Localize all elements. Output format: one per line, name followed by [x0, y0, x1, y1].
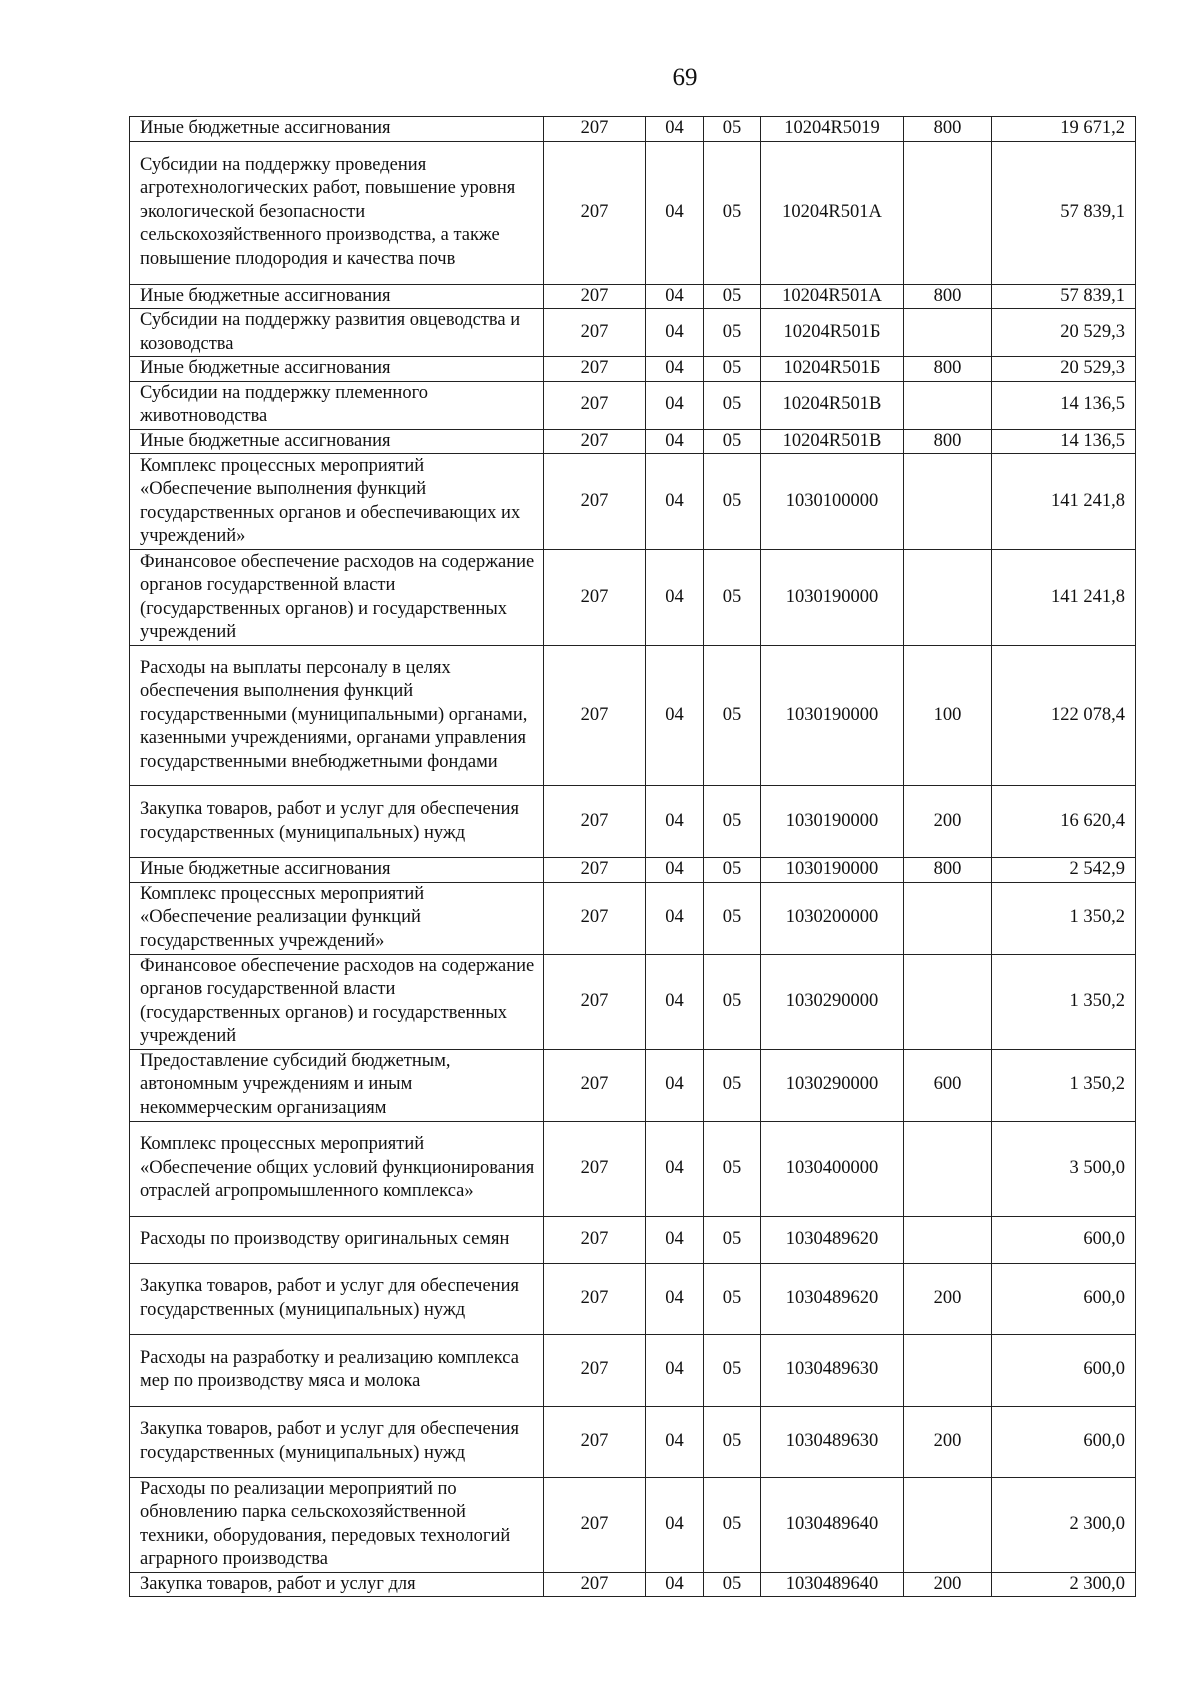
- row-pr: 05: [704, 858, 761, 883]
- row-name: Закупка товаров, работ и услуг для: [130, 1572, 544, 1597]
- row-vr: [904, 141, 992, 284]
- row-sum: 600,0: [992, 1216, 1136, 1263]
- row-pr: 05: [704, 1572, 761, 1597]
- row-sum: 14 136,5: [992, 429, 1136, 454]
- table-row: [130, 1406, 1136, 1477]
- row-vr: 200: [904, 786, 992, 858]
- row-pr: 05: [704, 1049, 761, 1121]
- row-sum: 1 350,2: [992, 954, 1136, 1049]
- row-pr: 05: [704, 141, 761, 284]
- row-vr: 800: [904, 429, 992, 454]
- row-rz: 04: [646, 429, 704, 454]
- row-csr: 1030190000: [761, 786, 904, 858]
- row-pr: 05: [704, 1477, 761, 1572]
- row-name: Финансовое обеспечение расходов на содержание органов государственной власти (государственных органов) и государственных учреждений: [130, 954, 544, 1049]
- table-row: [130, 786, 1136, 858]
- table-row: [130, 882, 1136, 954]
- row-pr: 05: [704, 1406, 761, 1477]
- row-vr: [904, 550, 992, 646]
- row-vr: [904, 1121, 992, 1216]
- row-vr: 800: [904, 117, 992, 142]
- budget-table: [129, 116, 1136, 1597]
- row-rz: 04: [646, 1121, 704, 1216]
- row-gr: 207: [544, 1334, 646, 1406]
- row-name: Иные бюджетные ассигнования: [130, 357, 544, 382]
- row-sum: 19 671,2: [992, 117, 1136, 142]
- table-row: [130, 141, 1136, 284]
- row-rz: 04: [646, 381, 704, 429]
- row-gr: 207: [544, 381, 646, 429]
- row-gr: 207: [544, 858, 646, 883]
- row-name: Иные бюджетные ассигнования: [130, 858, 544, 883]
- row-pr: 05: [704, 786, 761, 858]
- table-row: [130, 1334, 1136, 1406]
- table-row: [130, 954, 1136, 1049]
- table-row: [130, 117, 1136, 142]
- row-vr: 200: [904, 1572, 992, 1597]
- row-rz: 04: [646, 284, 704, 309]
- row-gr: 207: [544, 550, 646, 646]
- row-gr: 207: [544, 1121, 646, 1216]
- row-rz: 04: [646, 1334, 704, 1406]
- row-gr: 207: [544, 1049, 646, 1121]
- row-rz: 04: [646, 1049, 704, 1121]
- row-csr: 1030489620: [761, 1263, 904, 1334]
- row-pr: 05: [704, 954, 761, 1049]
- row-pr: 05: [704, 1121, 761, 1216]
- row-rz: 04: [646, 309, 704, 357]
- row-sum: 141 241,8: [992, 454, 1136, 550]
- row-csr: 1030489630: [761, 1406, 904, 1477]
- table-row: [130, 284, 1136, 309]
- row-vr: 800: [904, 858, 992, 883]
- row-csr: 10204R501В: [761, 429, 904, 454]
- table-row: [130, 646, 1136, 786]
- row-gr: 207: [544, 1406, 646, 1477]
- table-row: [130, 381, 1136, 429]
- row-pr: 05: [704, 550, 761, 646]
- row-gr: 207: [544, 646, 646, 786]
- row-sum: 600,0: [992, 1334, 1136, 1406]
- row-name: Расходы на выплаты персоналу в целях обеспечения выполнения функций государственными (муниципальными) органами, казенными учреждениями, органами управления государственными внебюджетными фондами: [130, 646, 544, 786]
- row-sum: 3 500,0: [992, 1121, 1136, 1216]
- row-csr: 10204R5019: [761, 117, 904, 142]
- row-vr: [904, 309, 992, 357]
- page-number: 69: [672, 64, 698, 91]
- row-sum: 57 839,1: [992, 141, 1136, 284]
- row-rz: 04: [646, 858, 704, 883]
- row-vr: [904, 381, 992, 429]
- row-vr: [904, 882, 992, 954]
- table-row: [130, 1263, 1136, 1334]
- row-name: Субсидии на поддержку проведения агротехнологических работ, повышение уровня экологической безопасности сельскохозяйственного производства, а также повышение плодородия и качества почв: [130, 141, 544, 284]
- row-sum: 122 078,4: [992, 646, 1136, 786]
- row-name: Иные бюджетные ассигнования: [130, 117, 544, 142]
- row-rz: 04: [646, 1406, 704, 1477]
- row-vr: [904, 1216, 992, 1263]
- row-sum: 57 839,1: [992, 284, 1136, 309]
- row-name: Комплекс процессных мероприятий «Обеспечение общих условий функционирования отраслей агропромышленного комплекса»: [130, 1121, 544, 1216]
- row-rz: 04: [646, 1572, 704, 1597]
- table-row: [130, 550, 1136, 646]
- row-csr: 1030190000: [761, 858, 904, 883]
- row-vr: 100: [904, 646, 992, 786]
- table-row: [130, 1121, 1136, 1216]
- row-csr: 1030489640: [761, 1477, 904, 1572]
- table-row: [130, 309, 1136, 357]
- row-vr: 800: [904, 284, 992, 309]
- row-gr: 207: [544, 1477, 646, 1572]
- row-vr: [904, 1334, 992, 1406]
- row-rz: 04: [646, 1263, 704, 1334]
- table-row: [130, 454, 1136, 550]
- row-rz: 04: [646, 1216, 704, 1263]
- row-gr: 207: [544, 429, 646, 454]
- row-sum: 1 350,2: [992, 882, 1136, 954]
- table-row: [130, 1216, 1136, 1263]
- row-vr: [904, 1477, 992, 1572]
- row-name: Расходы по реализации мероприятий по обновлению парка сельскохозяйственной техники, оборудования, передовых технологий аграрного производства: [130, 1477, 544, 1572]
- row-gr: 207: [544, 1572, 646, 1597]
- row-gr: 207: [544, 882, 646, 954]
- row-gr: 207: [544, 309, 646, 357]
- row-name: Закупка товаров, работ и услуг для обеспечения государственных (муниципальных) нужд: [130, 786, 544, 858]
- row-sum: 16 620,4: [992, 786, 1136, 858]
- row-pr: 05: [704, 882, 761, 954]
- row-vr: 600: [904, 1049, 992, 1121]
- row-vr: 800: [904, 357, 992, 382]
- table-row: [130, 1477, 1136, 1572]
- row-sum: 14 136,5: [992, 381, 1136, 429]
- row-gr: 207: [544, 284, 646, 309]
- row-rz: 04: [646, 550, 704, 646]
- row-name: Закупка товаров, работ и услуг для обеспечения государственных (муниципальных) нужд: [130, 1406, 544, 1477]
- row-pr: 05: [704, 646, 761, 786]
- row-csr: 10204R501Б: [761, 357, 904, 382]
- table-row: [130, 429, 1136, 454]
- row-gr: 207: [544, 1263, 646, 1334]
- row-pr: 05: [704, 309, 761, 357]
- row-sum: 2 300,0: [992, 1572, 1136, 1597]
- row-csr: 1030100000: [761, 454, 904, 550]
- row-rz: 04: [646, 117, 704, 142]
- row-csr: 1030290000: [761, 954, 904, 1049]
- row-csr: 1030489630: [761, 1334, 904, 1406]
- table-row: [130, 1049, 1136, 1121]
- row-gr: 207: [544, 1216, 646, 1263]
- row-csr: 1030190000: [761, 646, 904, 786]
- row-rz: 04: [646, 454, 704, 550]
- row-csr: 1030489620: [761, 1216, 904, 1263]
- row-name: Комплекс процессных мероприятий «Обеспечение реализации функций государственных учреждений»: [130, 882, 544, 954]
- row-sum: 2 542,9: [992, 858, 1136, 883]
- row-name: Расходы по производству оригинальных семян: [130, 1216, 544, 1263]
- row-sum: 600,0: [992, 1406, 1136, 1477]
- row-name: Иные бюджетные ассигнования: [130, 429, 544, 454]
- row-name: Субсидии на поддержку племенного животноводства: [130, 381, 544, 429]
- row-csr: 1030400000: [761, 1121, 904, 1216]
- table-row: [130, 1572, 1136, 1597]
- row-rz: 04: [646, 954, 704, 1049]
- row-csr: 10204R501В: [761, 381, 904, 429]
- row-gr: 207: [544, 117, 646, 142]
- row-rz: 04: [646, 786, 704, 858]
- row-name: Закупка товаров, работ и услуг для обеспечения государственных (муниципальных) нужд: [130, 1263, 544, 1334]
- row-sum: 2 300,0: [992, 1477, 1136, 1572]
- row-gr: 207: [544, 141, 646, 284]
- row-sum: 20 529,3: [992, 309, 1136, 357]
- row-csr: 10204R501А: [761, 284, 904, 309]
- row-rz: 04: [646, 357, 704, 382]
- row-name: Иные бюджетные ассигнования: [130, 284, 544, 309]
- row-csr: 1030489640: [761, 1572, 904, 1597]
- row-gr: 207: [544, 454, 646, 550]
- row-rz: 04: [646, 141, 704, 284]
- row-csr: 1030190000: [761, 550, 904, 646]
- row-pr: 05: [704, 1216, 761, 1263]
- row-name: Комплекс процессных мероприятий «Обеспечение выполнения функций государственных органов и обеспечивающих их учреждений»: [130, 454, 544, 550]
- row-csr: 10204R501Б: [761, 309, 904, 357]
- row-rz: 04: [646, 646, 704, 786]
- row-vr: [904, 954, 992, 1049]
- row-pr: 05: [704, 454, 761, 550]
- row-vr: 200: [904, 1263, 992, 1334]
- row-pr: 05: [704, 117, 761, 142]
- row-pr: 05: [704, 381, 761, 429]
- row-name: Предоставление субсидий бюджетным, автономным учреждениям и иным некоммерческим организациям: [130, 1049, 544, 1121]
- row-csr: 10204R501А: [761, 141, 904, 284]
- row-gr: 207: [544, 357, 646, 382]
- row-gr: 207: [544, 786, 646, 858]
- row-vr: [904, 454, 992, 550]
- row-gr: 207: [544, 954, 646, 1049]
- row-pr: 05: [704, 357, 761, 382]
- row-name: Субсидии на поддержку развития овцеводства и козоводства: [130, 309, 544, 357]
- row-name: Финансовое обеспечение расходов на содержание органов государственной власти (государственных органов) и государственных учреждений: [130, 550, 544, 646]
- row-csr: 1030290000: [761, 1049, 904, 1121]
- row-pr: 05: [704, 284, 761, 309]
- row-pr: 05: [704, 429, 761, 454]
- row-rz: 04: [646, 1477, 704, 1572]
- row-sum: 20 529,3: [992, 357, 1136, 382]
- row-rz: 04: [646, 882, 704, 954]
- table-row: [130, 858, 1136, 883]
- row-sum: 1 350,2: [992, 1049, 1136, 1121]
- row-csr: 1030200000: [761, 882, 904, 954]
- row-vr: 200: [904, 1406, 992, 1477]
- row-pr: 05: [704, 1263, 761, 1334]
- row-sum: 141 241,8: [992, 550, 1136, 646]
- row-name: Расходы на разработку и реализацию комплекса мер по производству мяса и молока: [130, 1334, 544, 1406]
- row-sum: 600,0: [992, 1263, 1136, 1334]
- row-pr: 05: [704, 1334, 761, 1406]
- table-row: [130, 357, 1136, 382]
